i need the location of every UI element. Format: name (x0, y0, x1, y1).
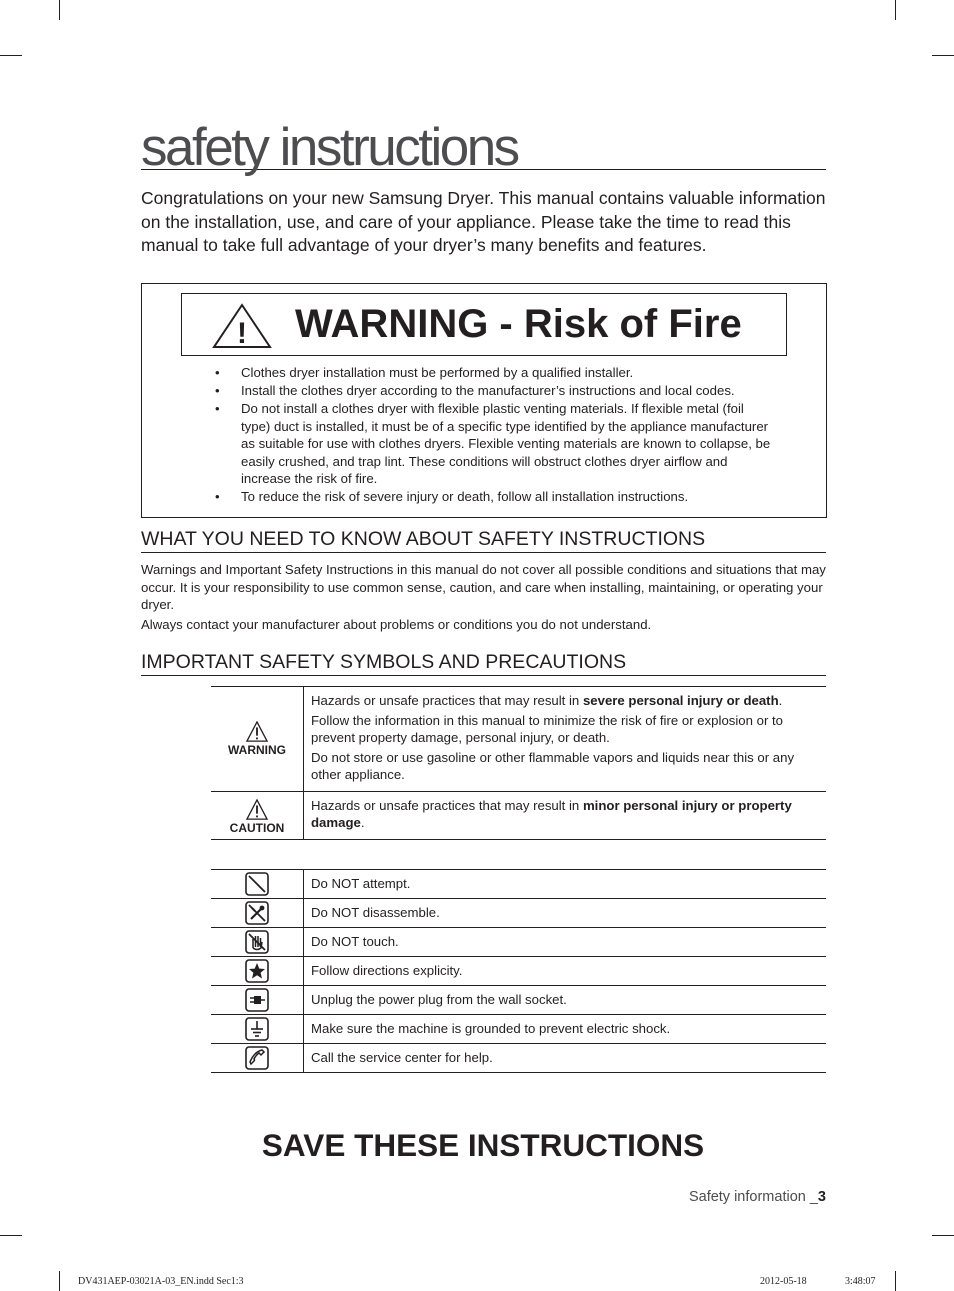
table-row (211, 1015, 826, 1044)
fire-warning-title: WARNING - Risk of Fire (295, 302, 742, 346)
section-paragraph: Always contact your manufacturer about problems or conditions you do not understand. (141, 617, 652, 632)
table-row (211, 1044, 826, 1073)
table-row (211, 928, 826, 957)
table-row (211, 687, 826, 792)
table-row (211, 957, 826, 986)
emphasis: severe personal injury or death (582, 693, 779, 708)
warning-line: Follow the information in this manual to minimize the risk of fire or explosion or to prevent property damage, personal injury, or death. (311, 712, 784, 745)
symbol-cell (211, 1015, 304, 1044)
no-touch-icon (245, 930, 269, 954)
table-row (211, 791, 826, 839)
warning-line (311, 692, 818, 710)
page-number: 3 (817, 1189, 826, 1205)
list-item: • Install the clothes dryer according to the manufacturer’s instructions and local codes. (214, 382, 774, 400)
text: . (778, 693, 783, 708)
warning-triangle-icon (212, 303, 272, 349)
prohibited-icon (245, 872, 269, 896)
caution-label: CAUTION (229, 821, 285, 835)
symbol-cell (211, 986, 304, 1015)
crop-mark (895, 1271, 896, 1291)
symbol-cell (211, 1044, 304, 1073)
crop-mark (895, 0, 896, 20)
text: Hazards or unsafe practices that may result in (311, 693, 583, 708)
crop-mark (59, 0, 60, 20)
crop-mark (0, 55, 22, 56)
symbol-cell (211, 957, 304, 986)
table-row (211, 986, 826, 1015)
warning-line: Do not store or use gasoline or other flammable vapors and liquids near this or any other appliance. (311, 749, 795, 782)
symbol-text: Follow directions explicity. (304, 957, 827, 986)
symbol-text: Unplug the power plug from the wall socket. (304, 986, 827, 1015)
warning-label: WARNING (228, 742, 286, 757)
text: . (360, 815, 365, 830)
follow-directions-icon (245, 959, 269, 983)
section-paragraph: Warnings and Important Safety Instructions in this manual do not cover all possible conditions and situations that may occur. It is your responsibility to use common sense, caution, and care when installing, maintaining, or operating your dryer. (141, 562, 826, 612)
caution-line (311, 797, 818, 832)
save-instructions-heading: SAVE THESE INSTRUCTIONS (261, 1127, 705, 1163)
slug-time: 3:48:07 (845, 1276, 876, 1287)
symbol-cell (211, 870, 304, 899)
fire-warning-list (214, 364, 774, 506)
table-row (211, 870, 826, 899)
crop-mark (0, 1235, 22, 1236)
symbol-text: Do NOT touch. (304, 928, 827, 957)
warning-description (304, 687, 827, 792)
caution-triangle-icon (245, 799, 269, 821)
ground-icon (245, 1017, 269, 1041)
emphasis: minor personal injury or property damage (311, 797, 792, 830)
table-row (211, 899, 826, 928)
intro-paragraph: Congratulations on your new Samsung Dryer. This manual contains valuable information on the installation, use, and care of your appliance. Please take the time to read this manual to take full advantage of your dryer’s many benefits and features. (141, 188, 826, 255)
fire-warning-box (141, 283, 827, 518)
page-title: safety instructions (141, 118, 826, 170)
symbol-text: Do NOT attempt. (304, 870, 827, 899)
crop-mark (59, 1271, 60, 1291)
hazard-table (211, 686, 826, 840)
symbol-text: Make sure the machine is grounded to prevent electric shock. (304, 1015, 827, 1044)
crop-mark (932, 55, 954, 56)
slug-date: 2012-05-18 (760, 1276, 807, 1287)
warning-symbol-cell (211, 687, 304, 792)
list-item: • To reduce the risk of severe injury or death, follow all installation instructions. (214, 488, 774, 506)
caution-symbol-cell (211, 791, 304, 839)
list-item: • Do not install a clothes dryer with flexible plastic venting materials. If flexible metal (foil type) duct is installed, it must be of a specific type identified by the appliance manufacturer as suitable for use with clothes dryers. Flexible venting materials are known to collapse, be easily crushed, and trap lint. These conditions will obstruct clothes dryer airflow and increase the risk of fire. (214, 400, 774, 488)
no-disassemble-icon (245, 901, 269, 925)
list-item: • Clothes dryer installation must be performed by a qualified installer. (214, 364, 774, 382)
slug-file: DV431AEP-03021A-03_EN.indd Sec1:3 (78, 1276, 244, 1287)
text: Hazards or unsafe practices that may result in (311, 797, 583, 813)
fire-warning-banner (181, 293, 787, 356)
section-heading-know: WHAT YOU NEED TO KNOW ABOUT SAFETY INSTRUCTIONS (141, 527, 826, 553)
crop-mark (932, 1235, 954, 1236)
symbol-text: Do NOT disassemble. (304, 899, 827, 928)
svg-text:!: ! (237, 317, 247, 349)
symbol-text: Call the service center for help. (304, 1044, 827, 1073)
symbol-table (211, 869, 826, 1073)
unplug-icon (245, 988, 269, 1012)
warning-triangle-icon (245, 721, 269, 743)
symbol-cell (211, 899, 304, 928)
footer-section: Safety information _ (688, 1189, 818, 1205)
page-footer (689, 1189, 826, 1205)
caution-description (304, 791, 827, 839)
section-heading-symbols: IMPORTANT SAFETY SYMBOLS AND PRECAUTIONS (141, 650, 826, 676)
phone-icon (245, 1046, 269, 1070)
symbol-cell (211, 928, 304, 957)
